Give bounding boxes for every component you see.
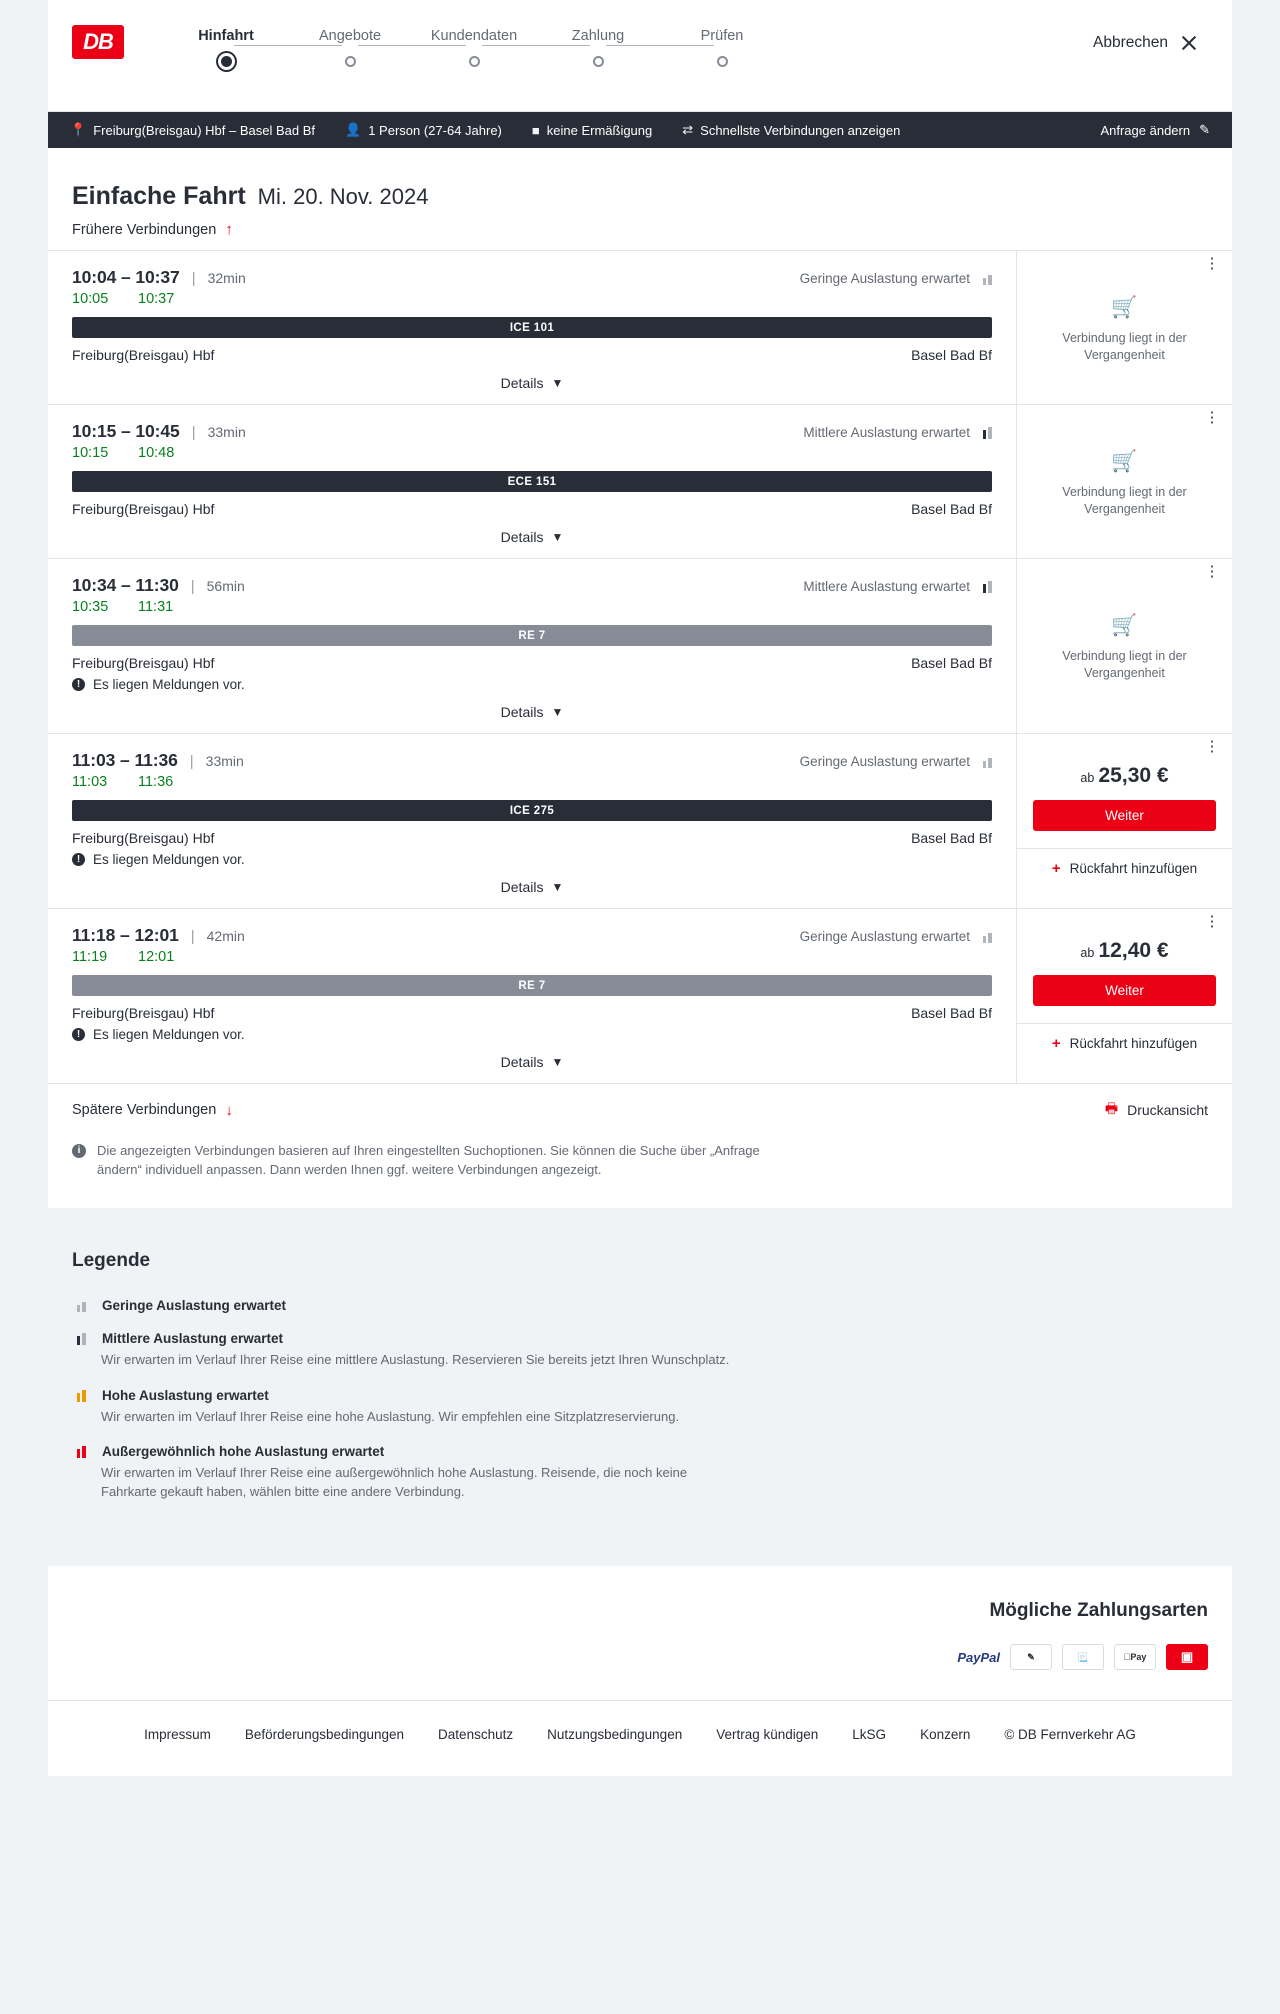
- utilization-label: Geringe Auslastung erwartet: [799, 929, 970, 944]
- connection-time-range: 11:03 – 11:36: [72, 750, 178, 770]
- connection-details: [48, 559, 1017, 733]
- utilization-info: [800, 754, 992, 769]
- utilization-icon: [978, 426, 992, 439]
- station-from: Freiburg(Breisgau) Hbf: [72, 1005, 215, 1021]
- step-label: Kundendaten: [430, 28, 518, 44]
- connection-time-range: 11:18 – 12:01: [72, 925, 179, 945]
- connection-side-panel: [1017, 734, 1232, 908]
- utilization-icon: [978, 930, 992, 943]
- credit-card-icon: ▣: [1166, 1644, 1208, 1670]
- connection-time-range: 10:04 – 10:37: [72, 267, 180, 287]
- travel-date: Mi. 20. Nov. 2024: [257, 184, 429, 209]
- close-icon: [1180, 34, 1198, 52]
- more-options-icon[interactable]: ⋮: [1204, 255, 1220, 272]
- card-icon: ■: [531, 122, 540, 138]
- connection-duration: 33min: [205, 753, 244, 769]
- connection-message[interactable]: [72, 1027, 992, 1042]
- legend-item-label: Hohe Auslastung erwartet: [102, 1387, 269, 1403]
- past-text: Verbindung liegt in der Vergangenheit: [1062, 649, 1187, 680]
- separator: |: [190, 928, 195, 945]
- footer-copyright: © DB Fernverkehr AG: [1004, 1727, 1136, 1743]
- train-badge[interactable]: RE 7: [72, 975, 992, 996]
- add-return-label: Rückfahrt hinzufügen: [1069, 861, 1198, 876]
- query-summary-bar: [48, 112, 1232, 148]
- connection-row: [48, 909, 1232, 1084]
- printer-icon: 🖶: [1104, 1100, 1119, 1116]
- checkout-stepper: [164, 28, 784, 67]
- legend-item-label: Mittlere Auslastung erwartet: [102, 1330, 284, 1346]
- more-options-icon[interactable]: ⋮: [1204, 563, 1220, 580]
- step-dot-icon: [593, 56, 604, 67]
- details-label: Details: [500, 1054, 544, 1070]
- connection-message-label: Es liegen Meldungen vor.: [93, 1027, 245, 1042]
- footer-link-datenschutz[interactable]: Datenschutz: [438, 1727, 514, 1743]
- chevron-down-icon: ▼: [551, 376, 564, 390]
- print-label: Druckansicht: [1127, 1102, 1208, 1118]
- train-badge[interactable]: ICE 101: [72, 317, 992, 338]
- page-title: [48, 148, 1232, 211]
- legend-item-desc: Wir erwarten im Verlauf Ihrer Reise eine hohe Auslastung. Wir empfehlen eine Sitzplatzreservierung.: [101, 1408, 680, 1424]
- cancel-label: Abbrechen: [1093, 34, 1168, 51]
- more-options-icon[interactable]: ⋮: [1204, 738, 1220, 755]
- arrow-up-icon: ↑: [225, 221, 233, 238]
- past-text: Verbindung liegt in der Vergangenheit: [1062, 484, 1187, 516]
- chevron-down-icon: ▼: [551, 705, 564, 719]
- add-return-label: Rückfahrt hinzufügen: [1069, 1036, 1198, 1051]
- step-dot-icon: [717, 56, 728, 67]
- departure-actual: 10:35: [72, 599, 109, 615]
- utilization-icon: [978, 755, 992, 768]
- connection-time-range: 10:15 – 10:45: [72, 421, 180, 441]
- step-hinfahrt[interactable]: [164, 28, 288, 67]
- station-from: Freiburg(Breisgau) Hbf: [72, 501, 215, 517]
- footer-link-impressum[interactable]: Impressum: [144, 1727, 211, 1743]
- connection-details: [48, 405, 1017, 558]
- warning-icon: !: [72, 1028, 85, 1041]
- continue-button[interactable]: Weiter: [1033, 800, 1216, 831]
- utilization-low-icon: [72, 1299, 86, 1312]
- station-from: Freiburg(Breisgau) Hbf: [72, 347, 215, 363]
- footer: [48, 1700, 1232, 1776]
- step-pruefen[interactable]: [660, 28, 784, 67]
- station-to: Basel Bad Bf: [911, 830, 992, 846]
- step-label: Zahlung: [571, 28, 625, 44]
- step-zahlung[interactable]: [536, 28, 660, 67]
- connection-side-panel: [1017, 251, 1232, 404]
- separator: |: [191, 424, 196, 441]
- footer-link-nutzungsbedingungen[interactable]: Nutzungsbedingungen: [547, 1727, 683, 1743]
- step-angebote[interactable]: [288, 28, 412, 67]
- add-return-trip-button[interactable]: [1017, 1023, 1232, 1063]
- legend-item-desc: Wir erwarten im Verlauf Ihrer Reise eine außergewöhnlich hohe Auslastung. Reisende, die noch keine Fahrkarte gekauft haben, wählen bitte eine andere Verbindung.: [101, 1465, 688, 1500]
- legend-item-label: Geringe Auslastung erwartet: [102, 1297, 287, 1313]
- arrival-actual: 10:37: [138, 291, 175, 307]
- utilization-high-icon: [72, 1389, 86, 1402]
- separator: |: [191, 270, 196, 287]
- price-prefix: ab: [1080, 771, 1095, 785]
- connection-message[interactable]: [72, 852, 992, 867]
- departure-actual: 11:19: [72, 949, 108, 965]
- connection-side-panel: [1017, 405, 1232, 558]
- details-toggle[interactable]: [72, 867, 992, 908]
- query-discount[interactable]: [532, 123, 652, 138]
- connection-past-notice: [1017, 559, 1232, 733]
- step-label: Hinfahrt: [198, 28, 254, 44]
- plus-icon: +: [1051, 1035, 1061, 1052]
- list-footer-actions: [48, 1084, 1232, 1122]
- legend-item-desc: Wir erwarten im Verlauf Ihrer Reise eine mittlere Auslastung. Reservieren Sie bereits jetzt Ihren Wunschplatz.: [101, 1351, 730, 1367]
- details-toggle[interactable]: [72, 363, 992, 404]
- step-label: Angebote: [318, 28, 382, 44]
- departure-actual: 10:05: [72, 291, 109, 307]
- legend-title: Legende: [72, 1249, 151, 1271]
- separator: |: [189, 753, 194, 770]
- details-toggle[interactable]: [72, 517, 992, 558]
- cancel-button[interactable]: [1093, 34, 1198, 52]
- legend-item-label: Außergewöhnlich hohe Auslastung erwartet: [102, 1444, 385, 1460]
- apple-pay-icon: Pay: [1114, 1644, 1156, 1670]
- warning-icon: !: [72, 678, 85, 691]
- connection-time-range: 10:34 – 11:30: [72, 575, 179, 595]
- paypal-icon: PayPal: [957, 1644, 1000, 1670]
- continue-button[interactable]: Weiter: [1033, 975, 1216, 1006]
- utilization-label: Geringe Auslastung erwartet: [799, 754, 970, 769]
- chevron-down-icon: ▼: [551, 1055, 564, 1069]
- page-title-text: Einfache Fahrt: [72, 182, 246, 210]
- legend-section: [48, 1208, 1232, 1566]
- station-to: Basel Bad Bf: [911, 1005, 992, 1021]
- change-query-button[interactable]: [1100, 122, 1210, 138]
- main-content: [48, 148, 1232, 1208]
- utilization-medium-icon: [72, 1332, 86, 1345]
- connection-duration: 56min: [206, 578, 245, 594]
- query-sorting-label: Schnellste Verbindungen anzeigen: [700, 122, 901, 138]
- search-hint: [48, 1122, 808, 1180]
- connection-row: [48, 251, 1232, 405]
- plus-icon: +: [1051, 860, 1061, 877]
- price-prefix: ab: [1080, 946, 1095, 960]
- invoice-icon: 📃: [1062, 1644, 1104, 1670]
- connection-row: [48, 405, 1232, 559]
- swap-icon: ⇄: [682, 122, 694, 137]
- legend-item: [72, 1298, 1208, 1313]
- app-header: [48, 0, 1232, 112]
- payment-methods-section: [48, 1566, 1232, 1700]
- later-connections-button[interactable]: [72, 1102, 233, 1119]
- connection-message[interactable]: [72, 677, 992, 692]
- details-label: Details: [500, 375, 544, 391]
- print-view-button[interactable]: [1105, 1098, 1208, 1122]
- cart-disabled-icon: 🛒: [1111, 449, 1138, 473]
- connection-side-panel: [1017, 909, 1232, 1083]
- details-toggle[interactable]: [72, 1042, 992, 1083]
- price-value: 25,30 €: [1098, 764, 1169, 787]
- station-to: Basel Bad Bf: [911, 501, 992, 517]
- db-logo: DB: [72, 25, 124, 59]
- direct-debit-icon: ✎: [1010, 1644, 1052, 1670]
- connection-message-label: Es liegen Meldungen vor.: [93, 852, 245, 867]
- station-from: Freiburg(Breisgau) Hbf: [72, 655, 215, 671]
- past-text: Verbindung liegt in der Vergangenheit: [1062, 330, 1187, 362]
- query-route[interactable]: [70, 122, 315, 138]
- utilization-label: Mittlere Auslastung erwartet: [803, 425, 970, 440]
- details-label: Details: [500, 529, 544, 545]
- query-passengers[interactable]: [345, 122, 502, 138]
- station-to: Basel Bad Bf: [911, 655, 992, 671]
- arrival-actual: 11:36: [138, 774, 174, 790]
- more-options-icon[interactable]: ⋮: [1204, 913, 1220, 930]
- connection-duration: 33min: [207, 424, 246, 440]
- station-from: Freiburg(Breisgau) Hbf: [72, 830, 215, 846]
- earlier-label: Frühere Verbindungen: [72, 221, 217, 238]
- details-label: Details: [500, 879, 544, 895]
- utilization-label: Geringe Auslastung erwartet: [799, 271, 970, 286]
- query-route-label: Freiburg(Breisgau) Hbf – Basel Bad Bf: [93, 122, 316, 138]
- departure-actual: 10:15: [72, 445, 109, 461]
- utilization-info: [800, 271, 992, 286]
- details-label: Details: [500, 704, 544, 720]
- step-dot-icon: [345, 56, 356, 67]
- connection-past-notice: [1017, 405, 1232, 558]
- later-label: Spätere Verbindungen: [72, 1102, 217, 1118]
- footer-link-lksg[interactable]: LkSG: [852, 1727, 887, 1743]
- legend-item: [72, 1388, 1208, 1427]
- details-toggle[interactable]: [72, 692, 992, 733]
- cart-disabled-icon: 🛒: [1111, 614, 1138, 638]
- connection-past-notice: [1017, 251, 1232, 404]
- legend-item: [72, 1331, 1208, 1370]
- utilization-label: Mittlere Auslastung erwartet: [803, 579, 970, 594]
- step-kundendaten[interactable]: [412, 28, 536, 67]
- footer-link-befoerderungsbedingungen[interactable]: Beförderungsbedingungen: [244, 1727, 405, 1743]
- footer-link-vertrag-kuendigen[interactable]: Vertrag kündigen: [716, 1727, 819, 1743]
- price-box: [1017, 909, 1232, 963]
- price-box: [1017, 734, 1232, 788]
- more-options-icon[interactable]: ⋮: [1204, 409, 1220, 426]
- connection-row: [48, 734, 1232, 909]
- utilization-icon: [978, 272, 992, 285]
- connection-duration: 32min: [207, 270, 246, 286]
- query-discount-label: keine Ermäßigung: [546, 122, 653, 138]
- train-badge[interactable]: ICE 275: [72, 800, 992, 821]
- chevron-down-icon: ▼: [551, 530, 564, 544]
- utilization-icon: [978, 580, 992, 593]
- change-query-label: Anfrage ändern: [1100, 122, 1191, 138]
- warning-icon: !: [72, 853, 85, 866]
- station-to: Basel Bad Bf: [911, 347, 992, 363]
- step-dot-icon: [221, 56, 232, 67]
- query-sorting[interactable]: [682, 122, 900, 138]
- connection-side-panel: [1017, 559, 1232, 733]
- chevron-down-icon: ▼: [551, 880, 564, 894]
- utilization-info: [803, 425, 992, 440]
- info-icon: i: [72, 1144, 86, 1158]
- connection-message-label: Es liegen Meldungen vor.: [93, 677, 245, 692]
- train-badge[interactable]: ECE 151: [72, 471, 992, 492]
- add-return-trip-button[interactable]: [1017, 848, 1232, 888]
- payment-title: Mögliche Zahlungsarten: [989, 1600, 1208, 1622]
- connection-details: [48, 251, 1017, 404]
- payment-icons: [72, 1644, 1208, 1670]
- connections-list: [48, 250, 1232, 1084]
- price-value: 12,40 €: [1098, 939, 1169, 962]
- separator: |: [190, 578, 195, 595]
- connection-row: [48, 559, 1232, 734]
- departure-actual: 11:03: [72, 774, 108, 790]
- legend-item: [72, 1444, 1208, 1502]
- step-label: Prüfen: [700, 28, 744, 44]
- connection-details: [48, 909, 1017, 1083]
- query-passengers-label: 1 Person (27-64 Jahre): [368, 122, 502, 138]
- connection-details: [48, 734, 1017, 908]
- train-badge[interactable]: RE 7: [72, 625, 992, 646]
- utilization-info: [803, 579, 992, 594]
- arrival-actual: 10:48: [138, 445, 175, 461]
- arrival-actual: 12:01: [138, 949, 175, 965]
- arrival-actual: 11:31: [138, 599, 174, 615]
- connection-duration: 42min: [206, 928, 245, 944]
- person-icon: 👤: [345, 122, 362, 137]
- arrow-down-icon: ↓: [225, 1101, 233, 1119]
- earlier-connections-button[interactable]: [48, 211, 1232, 250]
- cart-disabled-icon: 🛒: [1111, 295, 1138, 319]
- pencil-icon: ✎: [1199, 122, 1210, 137]
- location-pin-icon: 📍: [70, 122, 87, 137]
- utilization-info: [800, 929, 992, 944]
- utilization-very-high-icon: [72, 1445, 86, 1458]
- step-dot-icon: [469, 56, 480, 67]
- footer-link-konzern[interactable]: Konzern: [920, 1727, 971, 1743]
- search-hint-text: Die angezeigten Verbindungen basieren auf Ihren eingestellten Suchoptionen. Sie können die Suche über „Anfrage ändern“ individuell anpassen. Dann werden Ihnen ggf. weitere Verbindungen angezeigt.: [97, 1143, 760, 1177]
